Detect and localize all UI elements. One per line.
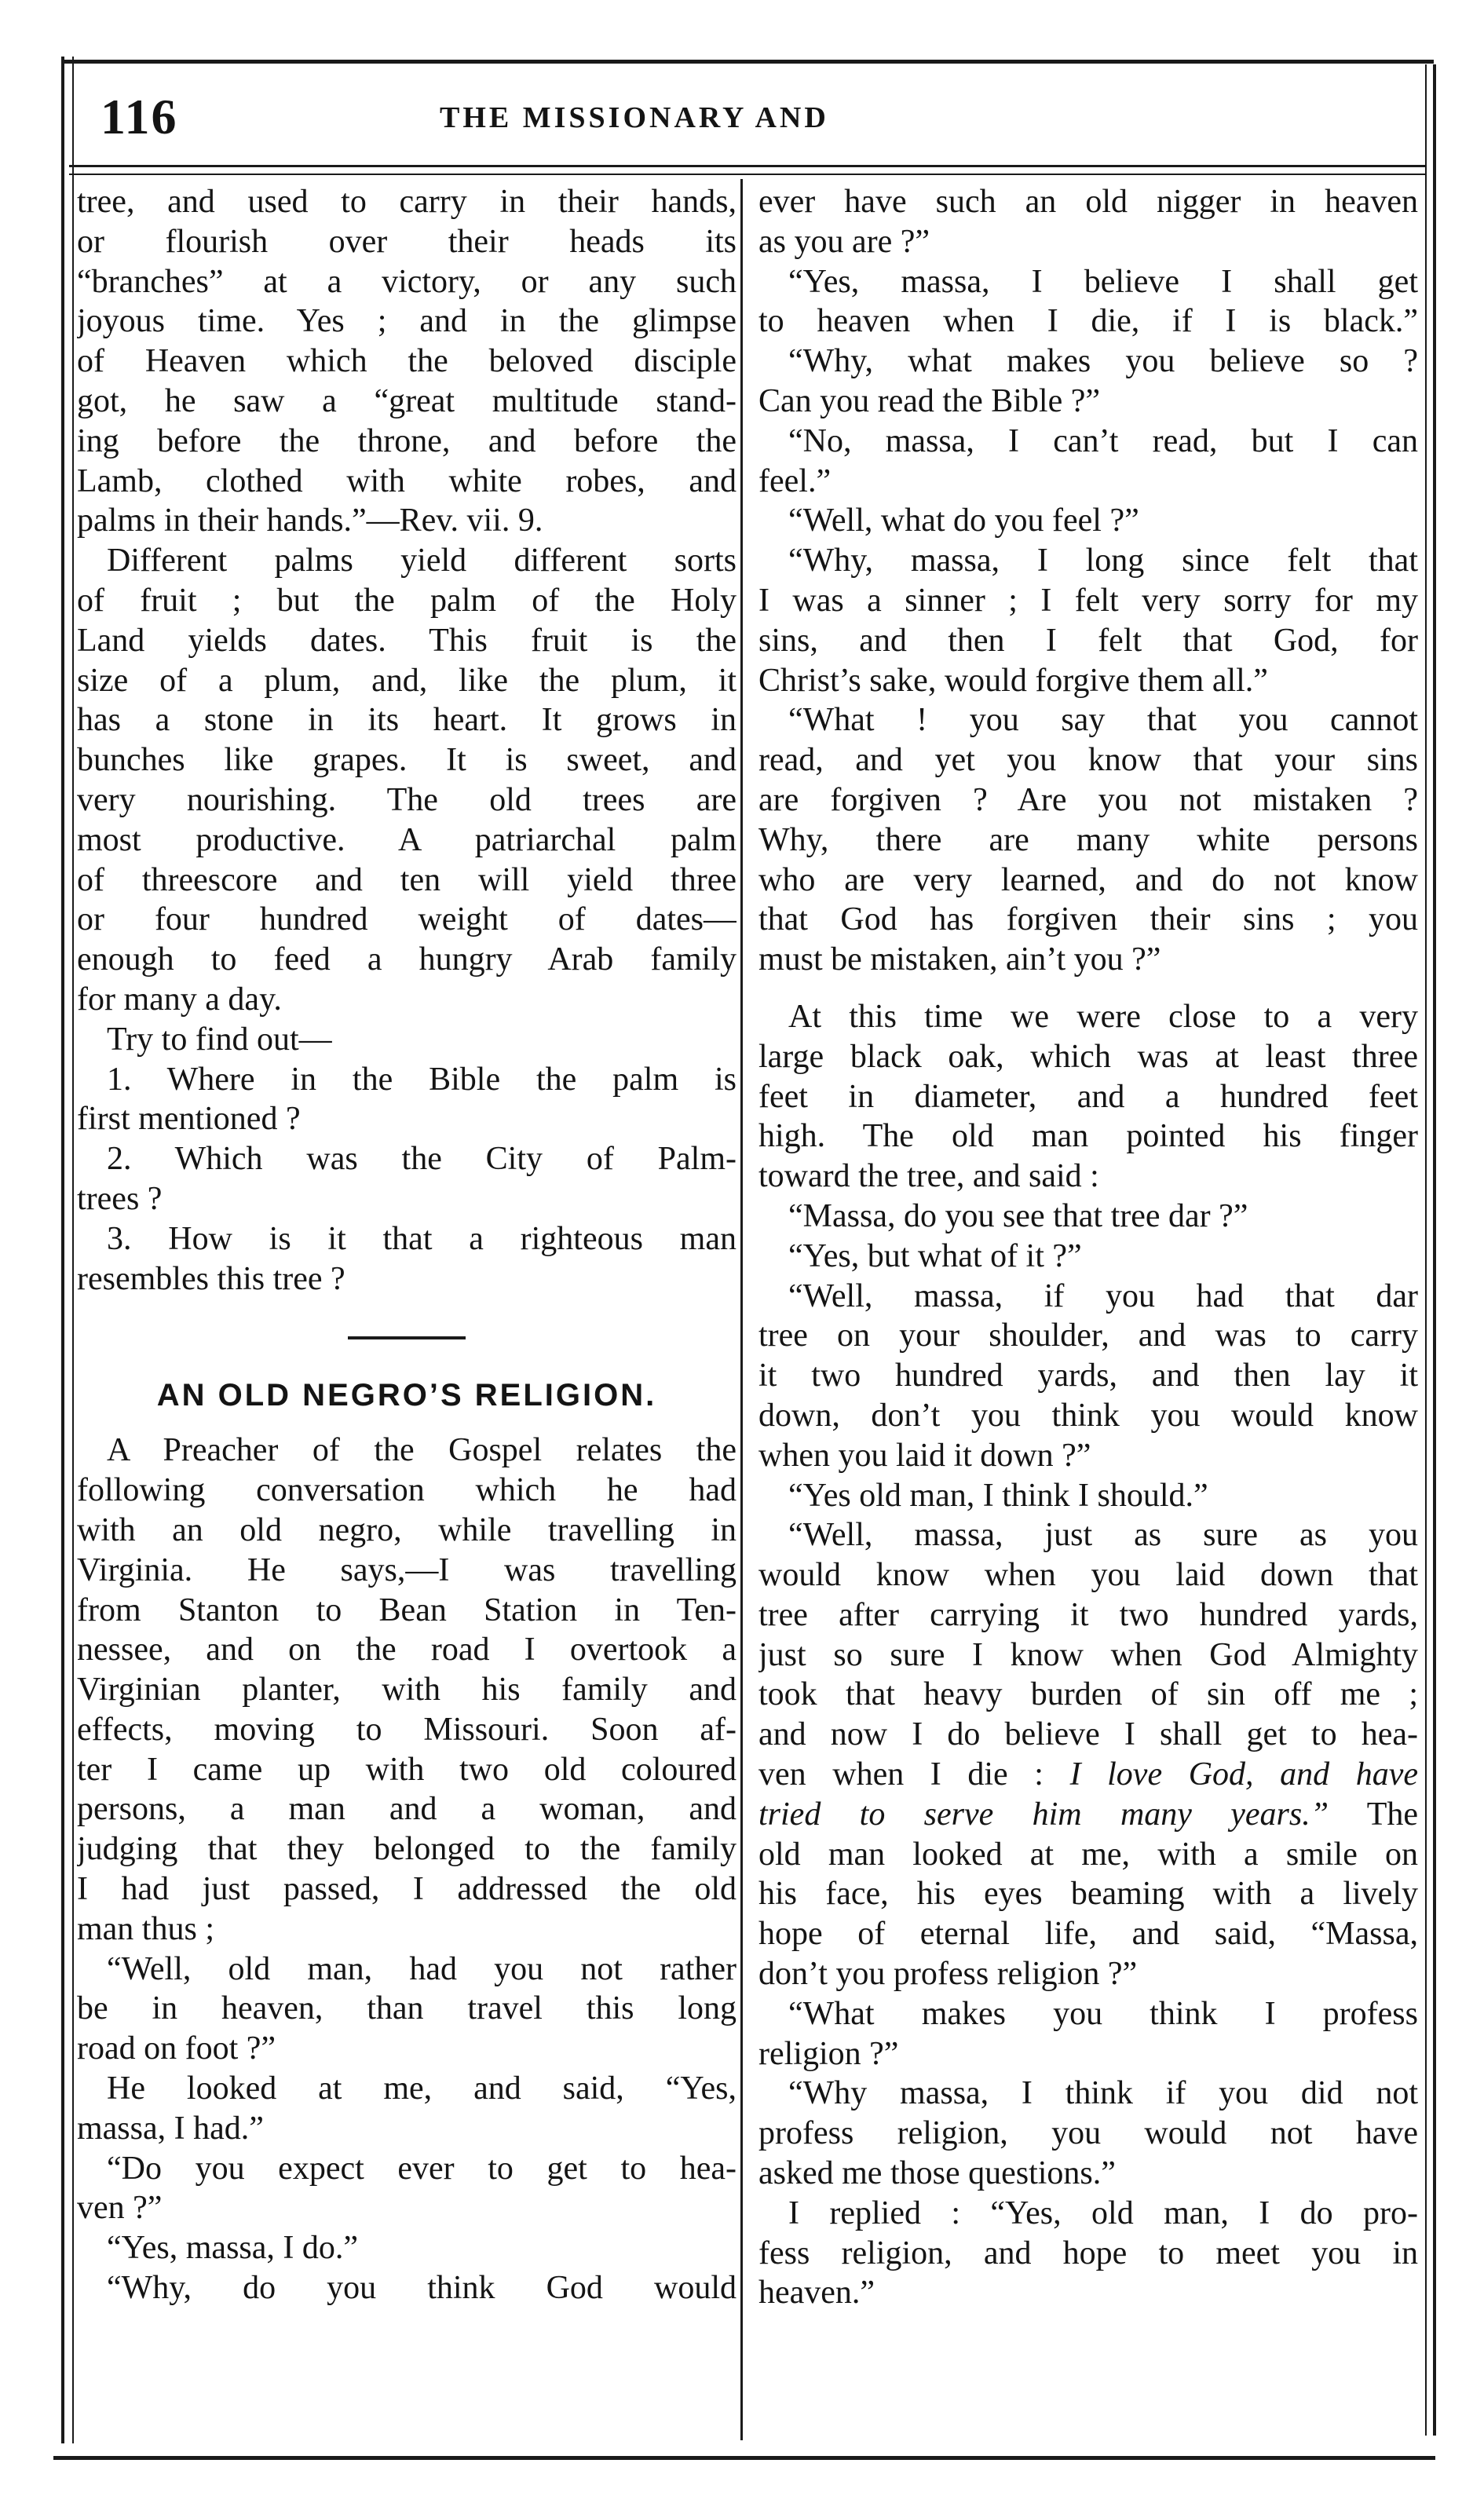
- header-rule: [69, 165, 1426, 175]
- running-head: THE MISSIONARY AND: [440, 101, 829, 134]
- negro-religion-article: [77, 1431, 737, 2308]
- text-line: old man looked at me, with a smile on: [758, 1836, 1418, 1873]
- text-line: just so sure I know when God Almighty: [758, 1636, 1418, 1673]
- text-line: “Yes, but what of it ?”: [788, 1237, 1082, 1274]
- text-line: He looked at me, and said, “Yes,: [107, 2070, 737, 2107]
- text-line: joyous time. Yes ; and in the glimpse: [77, 303, 737, 340]
- text-line: toward the tree, and said :: [758, 1158, 1099, 1195]
- text-line: got, he saw a “great multitude stand-: [77, 382, 737, 419]
- text-line: 1. Where in the Bible the palm is: [107, 1061, 737, 1098]
- text-line: it two hundred yards, and then lay it: [758, 1358, 1418, 1394]
- text-line: or four hundred weight of dates—: [77, 901, 737, 938]
- text-line: palms in their hands.”—Rev. vii. 9.: [77, 503, 543, 539]
- text-line: be in heaven, than travel this long: [77, 1990, 737, 2027]
- text-line: massa, I had.”: [77, 2110, 264, 2147]
- text-line: “Yes, massa, I do.”: [107, 2230, 359, 2267]
- text-line: resembles this tree ?: [77, 1260, 345, 1297]
- text-line: of threescore and ten will yield three: [77, 861, 737, 898]
- text-line: road on foot ?”: [77, 2030, 276, 2067]
- text-line: ever have such an old nigger in heaven: [758, 184, 1418, 220]
- text-line: effects, moving to Missouri. Soon af-: [77, 1711, 737, 1748]
- text-line: ven ?”: [77, 2190, 163, 2227]
- text-line: “Do you expect ever to get to hea-: [107, 2150, 737, 2187]
- text-line: “What makes you think I profess: [788, 1995, 1418, 2032]
- text-line: “What ! you say that you cannot: [788, 702, 1418, 739]
- right-column: [758, 182, 1418, 2313]
- text-line: his face, his eyes beaming with a lively: [758, 1876, 1418, 1913]
- italic-phrase: tried to serve him many years.”: [758, 1796, 1329, 1833]
- text-line: or flourish over their heads its: [77, 223, 737, 260]
- text-line: persons, a man and a woman, and: [77, 1791, 737, 1828]
- text-line: when you laid it down ?”: [758, 1437, 1091, 1474]
- text-line: Why, there are many white persons: [758, 821, 1418, 858]
- section-separator-rule: [77, 1299, 737, 1360]
- text-line: Can you read the Bible ?”: [758, 382, 1101, 419]
- text-line: read, and yet you know that your sins: [758, 742, 1418, 779]
- frame-right-rule: [1425, 64, 1436, 2436]
- text-line: ter I came up with two old coloured: [77, 1751, 737, 1788]
- text-line: and now I do believe I shall get to hea-: [758, 1716, 1418, 1753]
- left-column: [77, 182, 737, 2308]
- text-line: very nourishing. The old trees are: [77, 781, 737, 818]
- text-line: “No, massa, I can’t read, but I can: [788, 422, 1418, 459]
- text-line: Different palms yield different sorts: [107, 543, 737, 579]
- text-line: tree on your shoulder, and was to carry: [758, 1317, 1418, 1354]
- text-line: following conversation which he had: [77, 1472, 737, 1509]
- text-line: asked me those questions.”: [758, 2155, 1116, 2192]
- text-line: tree after carrying it two hundred yards,: [758, 1596, 1418, 1633]
- text-line: as you are ?”: [758, 223, 930, 260]
- text-line: “Well, old man, had you not rather: [107, 1950, 737, 1987]
- text-line: heaven.”: [758, 2275, 875, 2312]
- text-line: for many a day.: [77, 981, 282, 1018]
- text-line: “Well, massa, just as sure as you: [788, 1517, 1418, 1554]
- text-line: hope of eternal life, and said, “Massa,: [758, 1916, 1418, 1953]
- column-divider: [740, 179, 743, 2440]
- conversation-continued: [758, 182, 1418, 1795]
- page-number: 116: [101, 89, 178, 144]
- text-line: high. The old man pointed his finger: [758, 1118, 1418, 1155]
- paragraph-gap: [758, 980, 1418, 997]
- text-line: feel.”: [758, 462, 832, 499]
- text-line: nessee, and on the road I overtook a: [77, 1632, 737, 1668]
- text-line: 2. Which was the City of Palm-: [107, 1141, 737, 1178]
- text-line: from Stanton to Bean Station in Ten-: [77, 1592, 737, 1628]
- text-line: to heaven when I die, if I is black.”: [758, 303, 1418, 340]
- text-line: first mentioned ?: [77, 1101, 301, 1138]
- text-fragment: The: [1366, 1796, 1418, 1833]
- text-line: with an old negro, while travelling in: [77, 1511, 737, 1548]
- italic-phrase: I love God, and have: [1069, 1756, 1418, 1793]
- text-line: fess religion, and hope to meet you in: [758, 2235, 1418, 2271]
- text-line: of fruit ; but the palm of the Holy: [77, 582, 737, 619]
- text-line: large black oak, which was at least three: [758, 1038, 1418, 1075]
- text-line: feet in diameter, and a hundred feet: [758, 1078, 1418, 1115]
- text-line: tree, and used to carry in their hands,: [77, 184, 737, 220]
- text-line: [758, 1755, 1418, 1795]
- text-line: down, don’t you think you would know: [758, 1397, 1418, 1434]
- text-line: took that heavy burden of sin off me ;: [758, 1676, 1418, 1713]
- text-line: I was a sinner ; I felt very sorry for my: [758, 582, 1418, 619]
- text-line: that God has forgiven their sins ; you: [758, 901, 1418, 938]
- text-line: most productive. A patriarchal palm: [77, 821, 737, 858]
- text-line: of Heaven which the beloved disciple: [77, 343, 737, 380]
- palm-article-continued: [77, 182, 737, 1299]
- text-line: don’t you profess religion ?”: [758, 1956, 1138, 1993]
- text-line: I had just passed, I addressed the old: [77, 1871, 737, 1908]
- text-line-italic: [758, 1795, 1418, 1835]
- text-line: “Why massa, I think if you did not: [788, 2075, 1418, 2112]
- frame-bottom-rule: [53, 2456, 1435, 2460]
- article-heading: AN OLD NEGRO’S RELIGION.: [156, 1378, 657, 1413]
- text-line: “Why, massa, I long since felt that: [788, 543, 1418, 579]
- text-line: “Yes, massa, I believe I shall get: [788, 263, 1418, 300]
- text-line: sins, and then I felt that God, for: [758, 622, 1418, 659]
- text-line: “Why, do you think God would: [107, 2270, 737, 2307]
- conversation-ending: [758, 1835, 1418, 2314]
- text-line: “branches” at a victory, or any such: [77, 263, 737, 300]
- text-line: Land yields dates. This fruit is the: [77, 622, 737, 659]
- text-fragment: ven when I die :: [758, 1756, 1044, 1793]
- text-line: “Well, massa, if you had that dar: [788, 1277, 1418, 1314]
- text-line: enough to feed a hungry Arab family: [77, 941, 737, 978]
- text-line: judging that they belonged to the family: [77, 1831, 737, 1868]
- text-line: Virginia. He says,—I was travelling: [77, 1551, 737, 1588]
- frame-top-rule: [61, 60, 1434, 64]
- text-line: trees ?: [77, 1180, 163, 1217]
- text-line: Christ’s sake, would forgive them all.”: [758, 662, 1268, 699]
- text-line: ing before the throne, and before the: [77, 422, 737, 459]
- text-line: religion ?”: [758, 2035, 899, 2072]
- text-line: A Preacher of the Gospel relates the: [107, 1432, 737, 1469]
- text-line: “Well, what do you feel ?”: [788, 503, 1139, 539]
- frame-left-rule: [61, 57, 74, 2443]
- text-line: At this time we were close to a very: [788, 998, 1418, 1035]
- text-line: Try to find out—: [107, 1021, 332, 1058]
- text-line: “Yes old man, I think I should.”: [788, 1477, 1208, 1514]
- text-line: I replied : “Yes, old man, I do pro-: [788, 2195, 1418, 2231]
- text-line: 3. How is it that a righteous man: [107, 1220, 737, 1257]
- text-line: “Massa, do you see that tree dar ?”: [788, 1197, 1248, 1234]
- text-line: Lamb, clothed with white robes, and: [77, 462, 737, 499]
- text-line: man thus ;: [77, 1910, 214, 1947]
- text-line: size of a plum, and, like the plum, it: [77, 662, 737, 699]
- text-line: are forgiven ? Are you not mistaken ?: [758, 781, 1418, 818]
- text-line: “Why, what makes you believe so ?: [788, 343, 1418, 380]
- text-line: profess religion, you would not have: [758, 2115, 1418, 2152]
- text-line: bunches like grapes. It is sweet, and: [77, 742, 737, 779]
- text-line: has a stone in its heart. It grows in: [77, 702, 737, 739]
- text-line: who are very learned, and do not know: [758, 861, 1418, 898]
- text-line: would know when you laid down that: [758, 1557, 1418, 1594]
- text-line: must be mistaken, ain’t you ?”: [758, 941, 1161, 978]
- text-line: Virginian planter, with his family and: [77, 1672, 737, 1709]
